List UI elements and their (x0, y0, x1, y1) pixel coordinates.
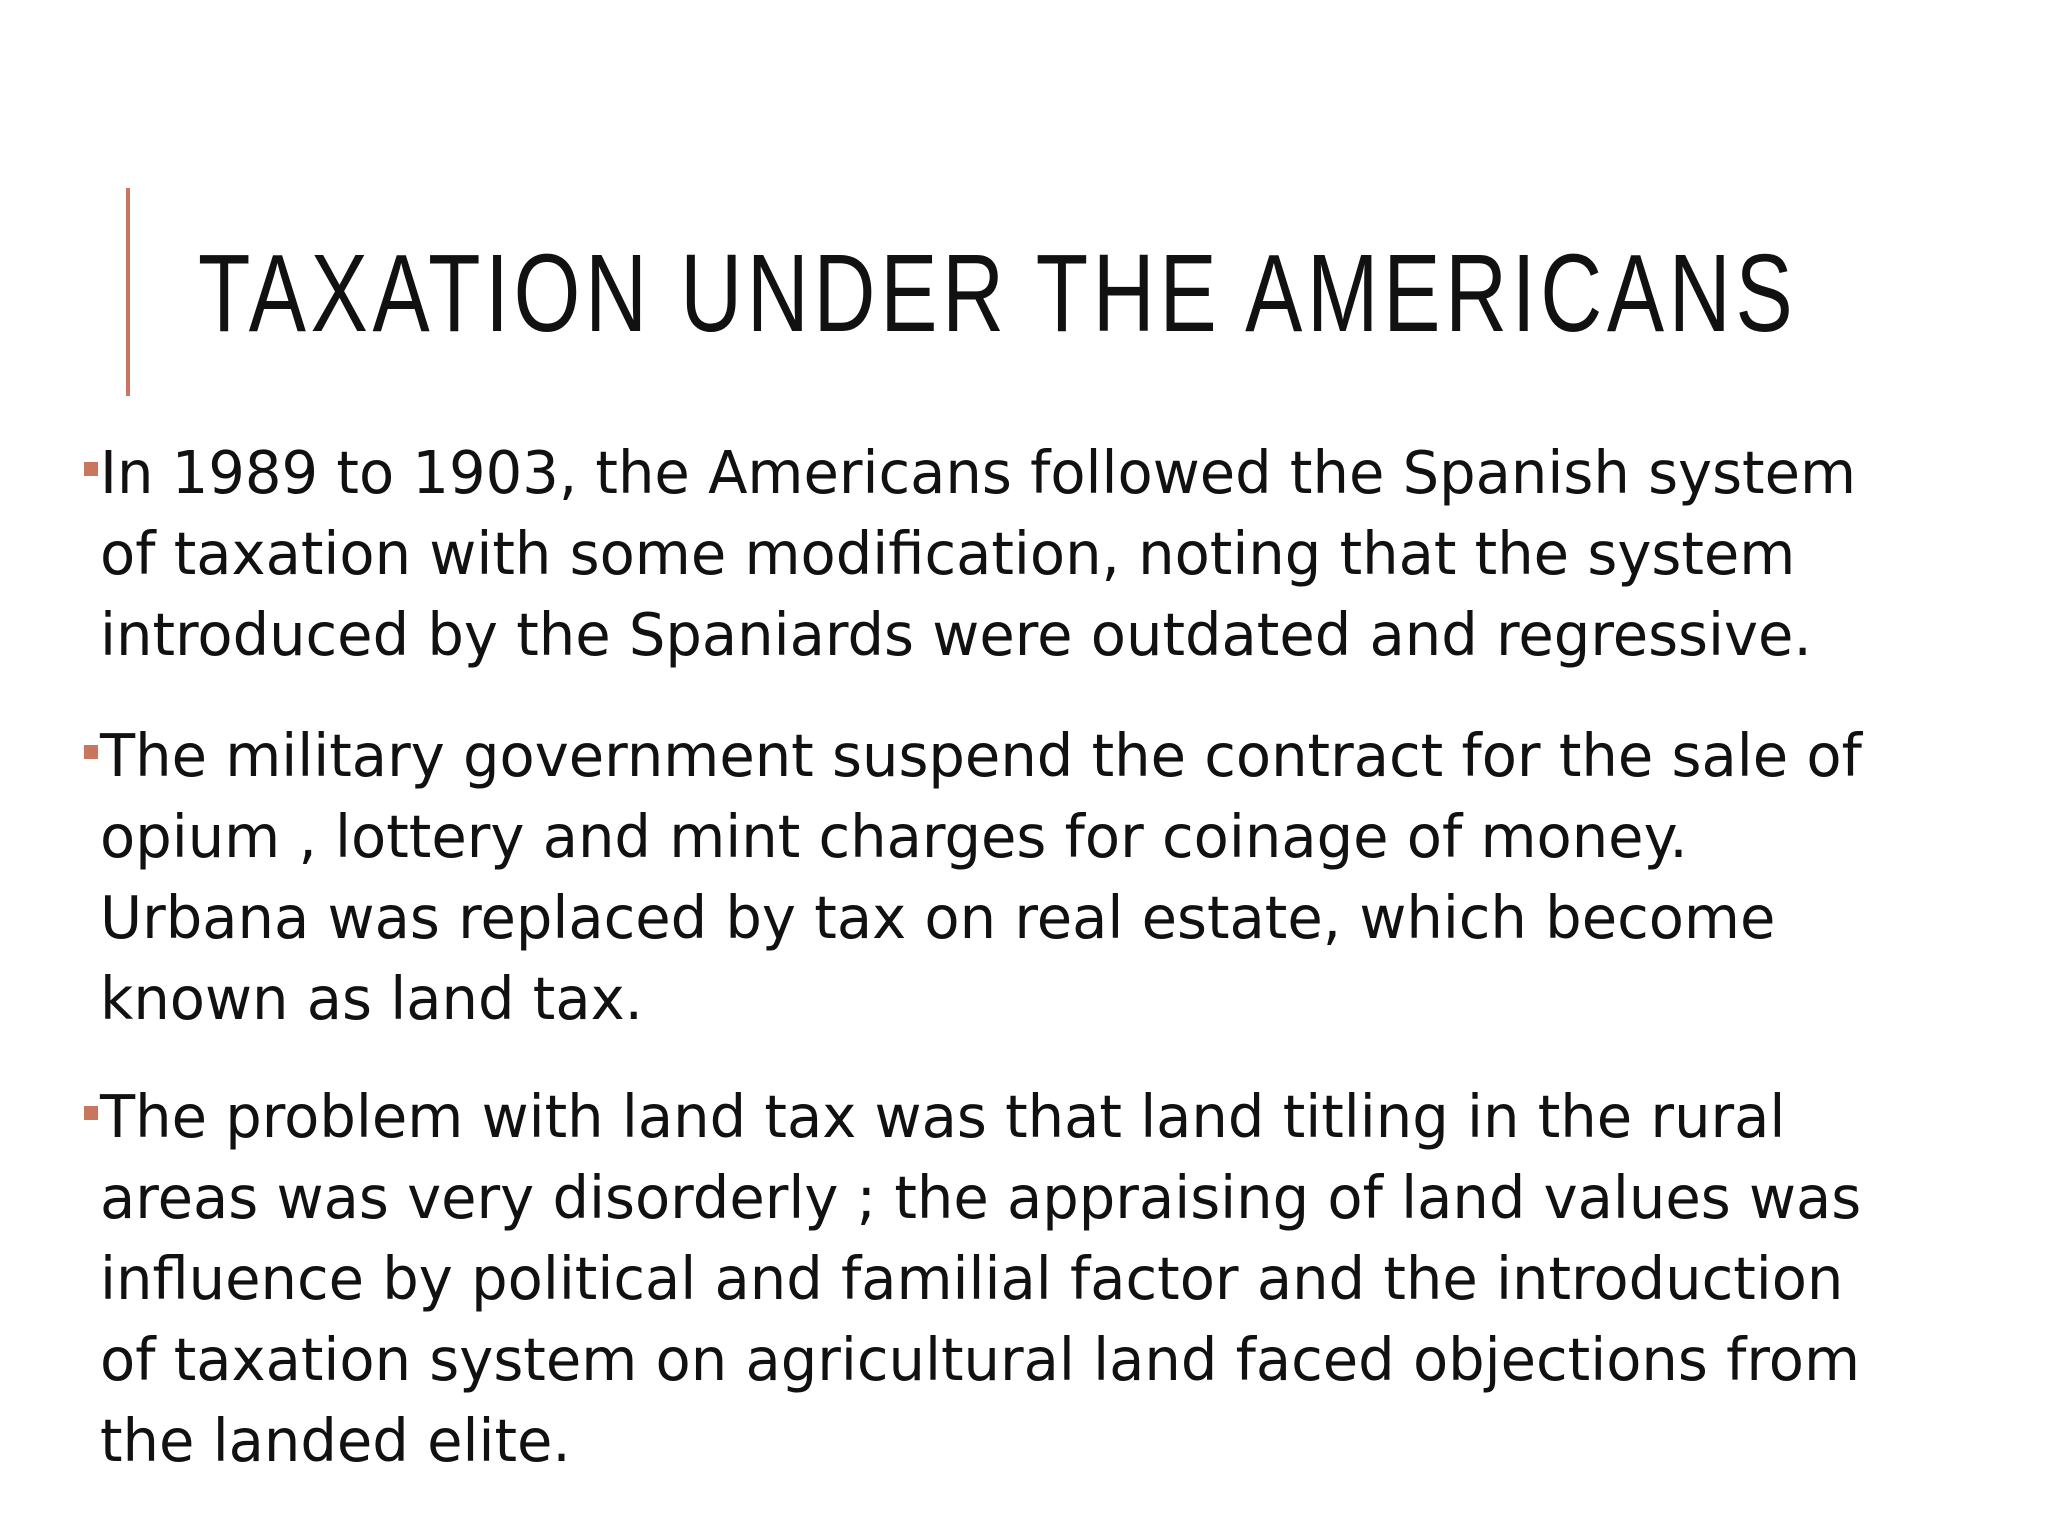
bullet-item (80, 1076, 1980, 1481)
title-accent-bar (126, 188, 130, 396)
bullet-item (80, 432, 1980, 675)
slide-title: TAXATION UNDER THE AMERICANS (198, 232, 1798, 355)
bullet-text: The problem with land tax was that land titling in the rural areas was very disorderly ; the appraising of land values was influence by political and familial factor and the introduction of taxation system on agricultural land faced objections from the landed elite. (100, 1082, 1862, 1475)
bullet-text: The military government suspend the contract for the sale of opium , lottery and mint charges for coinage of money. Urbana was replaced by tax on real estate, which become known as land tax. (100, 721, 1862, 1033)
square-bullet-icon (84, 745, 98, 759)
bullet-text: In 1989 to 1903, the Americans followed the Spanish system of taxation with some modification, noting that the system introduced by the Spaniards were outdated and regressive. (100, 438, 1857, 669)
square-bullet-icon (84, 1106, 98, 1120)
bullet-list (80, 432, 1980, 1521)
square-bullet-icon (84, 462, 98, 476)
bullet-item (80, 715, 1980, 1039)
